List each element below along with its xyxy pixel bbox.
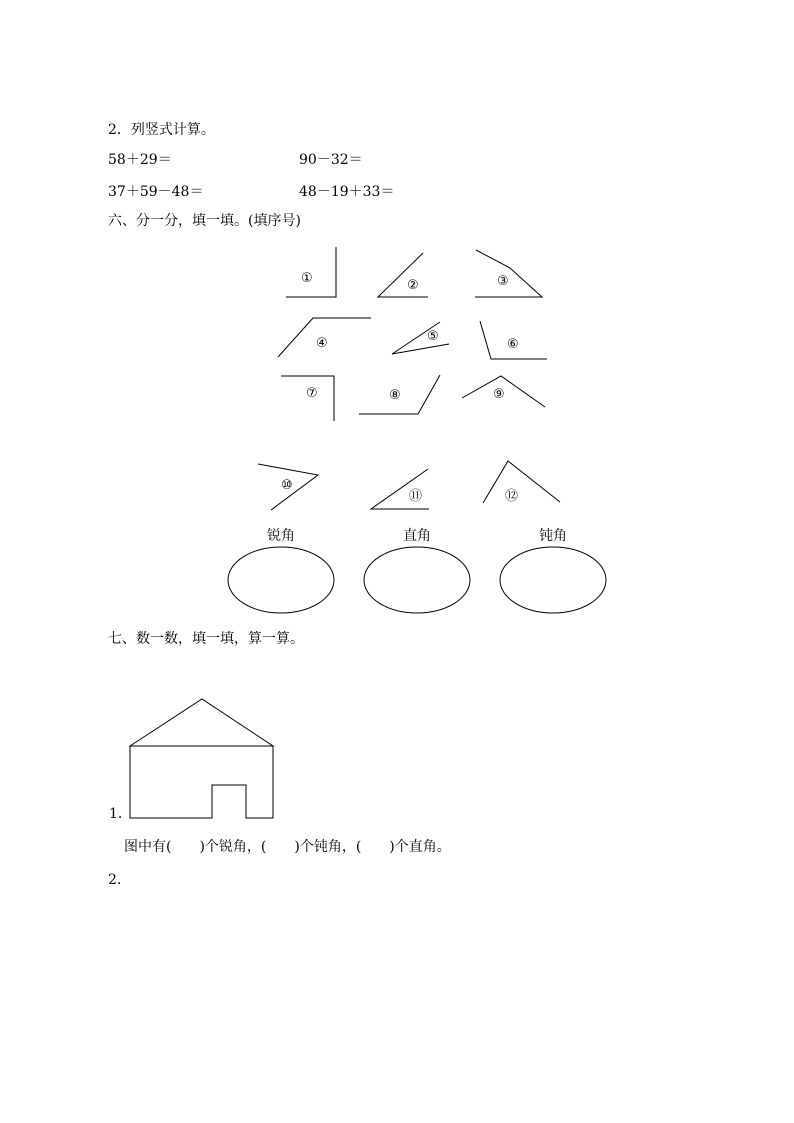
section-7-heading: 七、数一数，填一填，算一算。 [108, 631, 304, 647]
question-1-number: 1. [109, 806, 123, 822]
angle-label: ④ [316, 336, 328, 351]
right-answer-oval [364, 547, 470, 613]
acute-answer-oval [228, 547, 334, 613]
calc-problem: 90－32＝ [299, 152, 363, 168]
section-2-heading: 2．列竖式计算。 [108, 122, 215, 138]
angle-label: ⑨ [493, 387, 505, 402]
angle-label: ⑫ [505, 489, 519, 504]
angle-label: ⑦ [306, 386, 318, 401]
angle-label: ⑪ [409, 489, 423, 504]
angle-label: ⑧ [389, 388, 401, 403]
angle-label: ⑤ [427, 329, 439, 344]
question-1-text: 图中有( )个锐角，( )个钝角，( )个直角。 [124, 839, 451, 855]
angle-figure [392, 322, 449, 354]
angle-label: ③ [497, 274, 509, 289]
category-obtuse-label: 钝角 [539, 528, 567, 544]
angle-label: ① [301, 271, 313, 286]
angle-figure [483, 461, 560, 503]
angle-label: ⑥ [507, 337, 519, 352]
question-2-number: 2. [108, 872, 122, 888]
house-roof [130, 699, 273, 746]
section-6-heading: 六、分一分，填一填。(填序号) [108, 213, 301, 229]
obtuse-answer-oval [500, 547, 606, 613]
calc-problem: 37＋59－48＝ [108, 184, 204, 200]
angle-label: ⑩ [281, 478, 293, 493]
category-right-label: 直角 [403, 528, 431, 544]
category-acute-label: 锐角 [267, 528, 295, 544]
angle-label: ② [407, 278, 419, 293]
angle-figure [378, 253, 428, 297]
house-body [130, 746, 273, 818]
calc-problem: 58＋29＝ [108, 152, 172, 168]
calc-problem: 48－19＋33＝ [299, 184, 395, 200]
